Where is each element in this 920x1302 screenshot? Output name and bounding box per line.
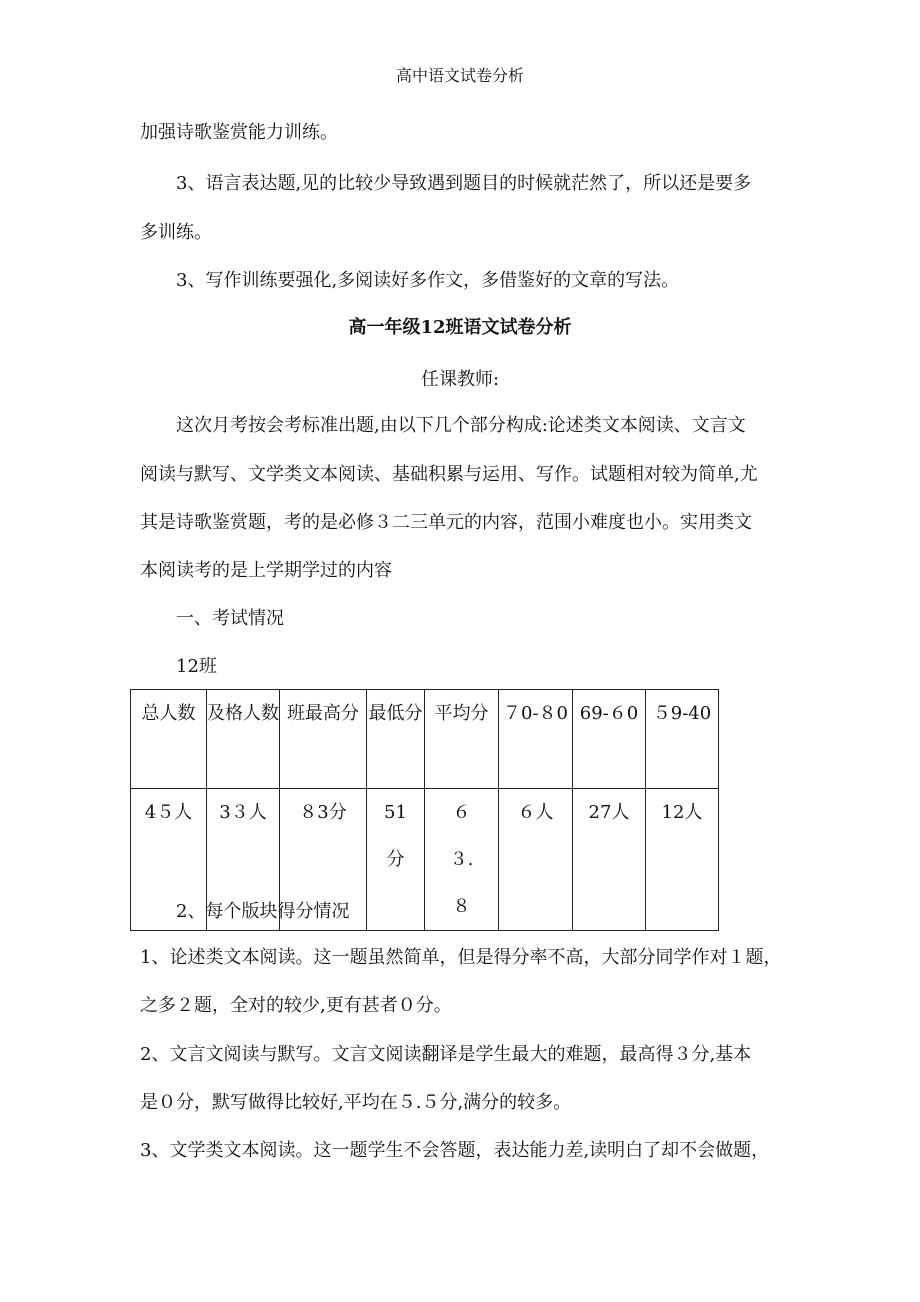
table-cell: 51分 (367, 789, 425, 931)
table-cell: ６３.８ (425, 789, 499, 931)
table-cell: 4５人 (131, 789, 207, 931)
table-cell: 27人 (573, 789, 646, 931)
page-header: 高中语文试卷分析 (395, 66, 524, 85)
paragraph-line: 3、语言表达题,见的比较少导致遇到题目的时候就茫然了，所以还是要多 (176, 173, 752, 194)
table-cell: 3３人 (207, 789, 280, 931)
score-table (130, 689, 719, 931)
class-label: 12班 (176, 656, 217, 677)
exam-heading: 一、考试情况 (176, 608, 284, 629)
paragraph-line: 其是诗歌鉴赏题，考的是必修３二三单元的内容，范围小难度也小。实用类文 (140, 512, 752, 533)
blocks-heading: 2、每个版块得分情况 (176, 901, 350, 922)
table-header-cell: 平均分 (425, 690, 499, 789)
paragraph-line: 3、文学类文本阅读。这一题学生不会答题，表达能力差,读明白了却不会做题， (140, 1140, 770, 1161)
paragraph-line: 是０分，默写做得比较好,平均在５.５分,满分的较多。 (140, 1092, 572, 1113)
paragraph-line: 多训练。 (140, 222, 212, 243)
table-header-cell: 69-６0 (573, 690, 646, 789)
paragraph-line: 本阅读考的是上学期学过的内容 (140, 560, 392, 581)
table-cell: 12人 (646, 789, 719, 931)
paragraph-line: 之多２题，全对的较少,更有甚者０分。 (140, 995, 452, 1016)
table-cell: ６人 (499, 789, 573, 931)
table-cell: ８3分 (280, 789, 367, 931)
table-header-cell: 及格人数 (207, 690, 280, 789)
paragraph-line: 2、文言文阅读与默写。文言文阅读翻译是学生最大的难题，最高得３分,基本 (140, 1044, 752, 1065)
table-header-row (131, 690, 719, 789)
table-header-cell: ５9-40 (646, 690, 719, 789)
table-header-cell: ７0-８0 (499, 690, 573, 789)
section-title: 高一年级12班语文试卷分析 (348, 317, 572, 338)
paragraph-line: 加强诗歌鉴赏能力训练。 (140, 122, 338, 143)
paragraph-line: 阅读与默写、文学类文本阅读、基础积累与运用、写作。试题相对较为简单,尤 (140, 464, 758, 485)
paragraph-line: 1、论述类文本阅读。这一题虽然简单，但是得分率不高，大部分同学作对１题， (140, 947, 782, 968)
table-header-cell: 最低分 (367, 690, 425, 789)
paragraph-line: 3、写作训练要强化,多阅读好多作文，多借鉴好的文章的写法。 (176, 270, 680, 291)
paragraph-line: 这次月考按会考标准出题,由以下几个部分构成:论述类文本阅读、文言文 (176, 415, 746, 436)
teacher-label: 任课教师: (420, 369, 500, 390)
table-header-cell: 总人数 (131, 690, 207, 789)
table-header-cell: 班最高分 (280, 690, 367, 789)
